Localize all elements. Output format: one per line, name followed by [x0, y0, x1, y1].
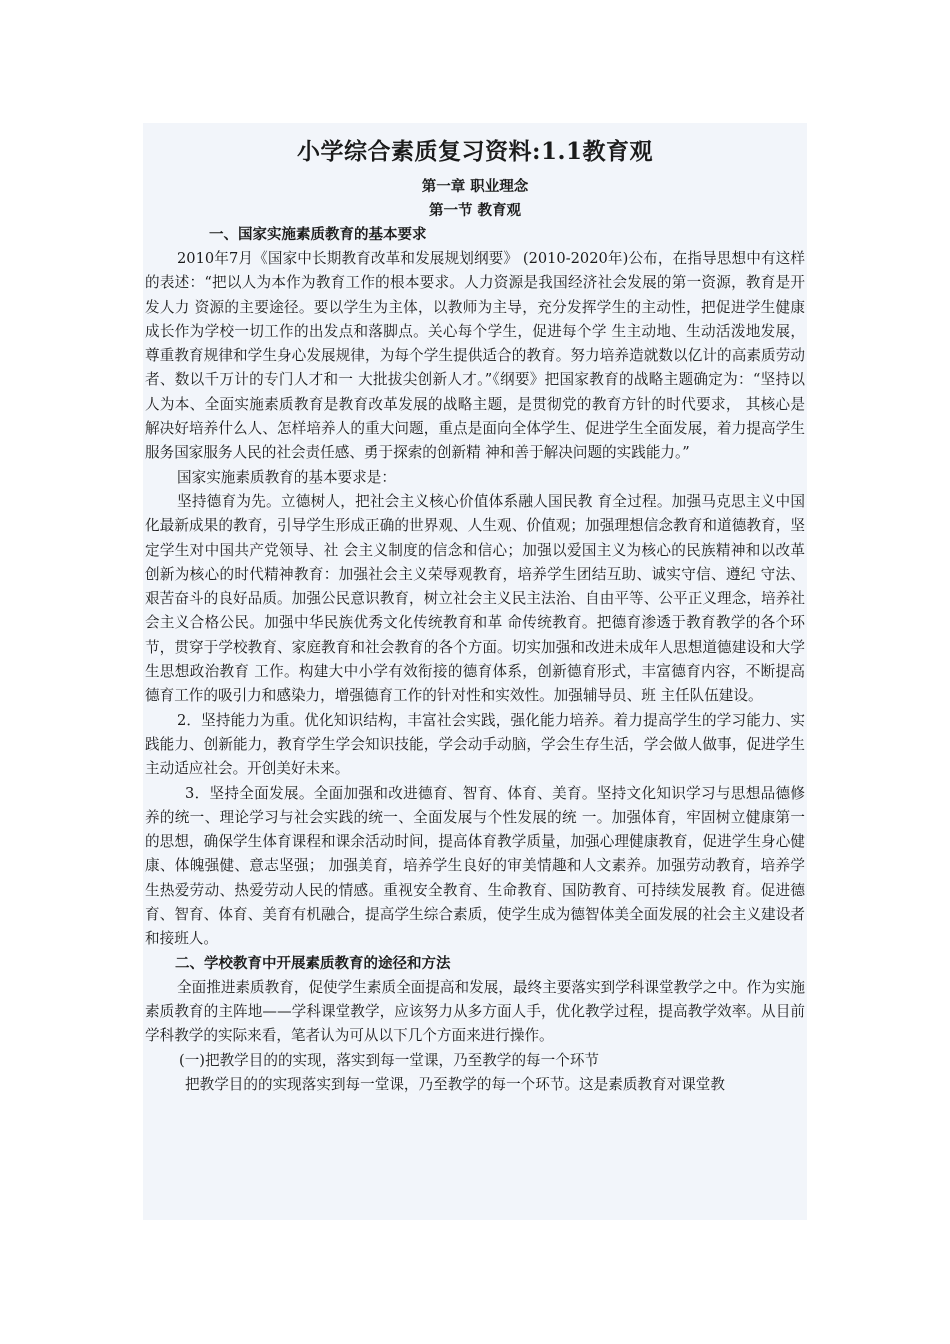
- subheading-1: (一)把教学目的的实现，落实到每一堂课，乃至教学的每一个环节: [179, 1051, 600, 1069]
- heading-two: 二、学校教育中开展素质教育的途径和方法: [175, 954, 451, 972]
- paragraph-5: 3．坚持全面发展。全面加强和改进德育、智育、体育、美育。坚持文化知识学习与思想品德修养的统一、理论学习与社会实践的统一、全面发展与个性发展的统 一。加强体育，牢固树立健康第一的思想，确保学生体育课程和课余活动时间，提高体育教学质量，加强心理健康教育，促进学生身心健康、体魄强健、意志坚强； 加强美育，培养学生良好的审美情趣和人文素养。加强劳动教育，培养学生热爱劳动、热爱劳动人民的情感。重视安全教育、生命教育、国防教育、可持续发展教 育。促进德育、智育、体育、美育有机融合，提高学生综合素质，使学生成为德智体美全面发展的社会主义建设者和接班人。: [145, 784, 805, 948]
- chapter-heading: 第一章 职业理念: [421, 178, 529, 195]
- paragraph-4: 2．坚持能力为重。优化知识结构，丰富社会实践，强化能力培养。着力提高学生的学习能力、实践能力、创新能力，教育学生学会知识技能，学会动手动脑，学会生存生活，学会做人做事，促进学生主动适应社会。开创美好未来。: [145, 711, 805, 778]
- paragraph-6: 全面推进素质教育，促使学生素质全面提高和发展，最终主要落实到学科课堂教学之中。作为实施素质教育的主阵地——学科课堂教学，应该努力从多方面人手，优化教学过程，提高教学效率。从目前学科教学的实际来看，笔者认为可从以下几个方面来进行操作。: [145, 978, 805, 1045]
- document-title: 小学综合素质复习资料:1.1教育观: [296, 138, 653, 165]
- paragraph-2: 国家实施素质教育的基本要求是：: [177, 468, 396, 486]
- paragraph-1: 2010年7月《国家中长期教育改革和发展规划纲要》 (2010-2020年)公布，在指导思想中有这样的表述：“把以人为本作为教育工作的根本要求。人力资源是我国经济社会发展的第一资源，教育是开发人力 资源的主要途径。要以学生为主体，以教师为主导，充分发挥学生的主动性，把促进学生健康成长作为学校一切工作的出发点和落脚点。关心每个学生，促进每个学 生主动地、生动活泼地发展，尊重教育规律和学生身心发展规律，为每个学生提供适合的教育。努力培养造就数以亿计的高素质劳动者、数以千万计的专门人才和一 大批拔尖创新人才。”《纲要》把国家教育的战略主题确定为：“坚持以人为本、全面实施素质教育是教育改革发展的战略主题，是贯彻党的教育方针的时代要求， 其核心是解决好培养什么人、怎样培养人的重大问题，重点是面向全体学生、促进学生全面发展，着力提高学生服务国家服务人民的社会责任感、勇于探索的创新精 神和善于解决问题的实践能力。”: [145, 250, 805, 462]
- document-page: [143, 123, 807, 1220]
- paragraph-8: 把教学目的的实现落实到每一堂课，乃至教学的每一个环节。这是素质教育对课堂教: [185, 1075, 725, 1093]
- section-heading: 第一节 教育观: [428, 202, 522, 219]
- heading-one: 一、国家实施素质教育的基本要求: [209, 226, 427, 243]
- paragraph-3: 坚持德育为先。立德树人，把社会主义核心价值体系融人国民教 育全过程。加强马克思主义中国化最新成果的教育，引导学生形成正确的世界观、人生观、价值观；加强理想信念教育和道德教育，坚定学生对中国共产党领导、社 会主义制度的信念和信心；加强以爱国主义为核心的民族精神和以改革创新为核心的时代精神教育：加强社会主义荣辱观教育，培养学生团结互助、诚实守信、遵纪 守法、艰苦奋斗的良好品质。加强公民意识教育，树立社会主义民主法治、自由平等、公平正义理念，培养社会主义合格公民。加强中华民族优秀文化传统教育和革 命传统教育。把德育渗透于教育教学的各个环节，贯穿于学校教育、家庭教育和社会教育的各个方面。切实加强和改进未成年人思想道德建设和大学生思想政治教育 工作。构建大中小学有效衔接的德育体系，创新德育形式，丰富德育内容，不断提高德育工作的吸引力和感染力，增强德育工作的针对性和实效性。加强辅导员、班 主任队伍建设。: [145, 492, 805, 705]
